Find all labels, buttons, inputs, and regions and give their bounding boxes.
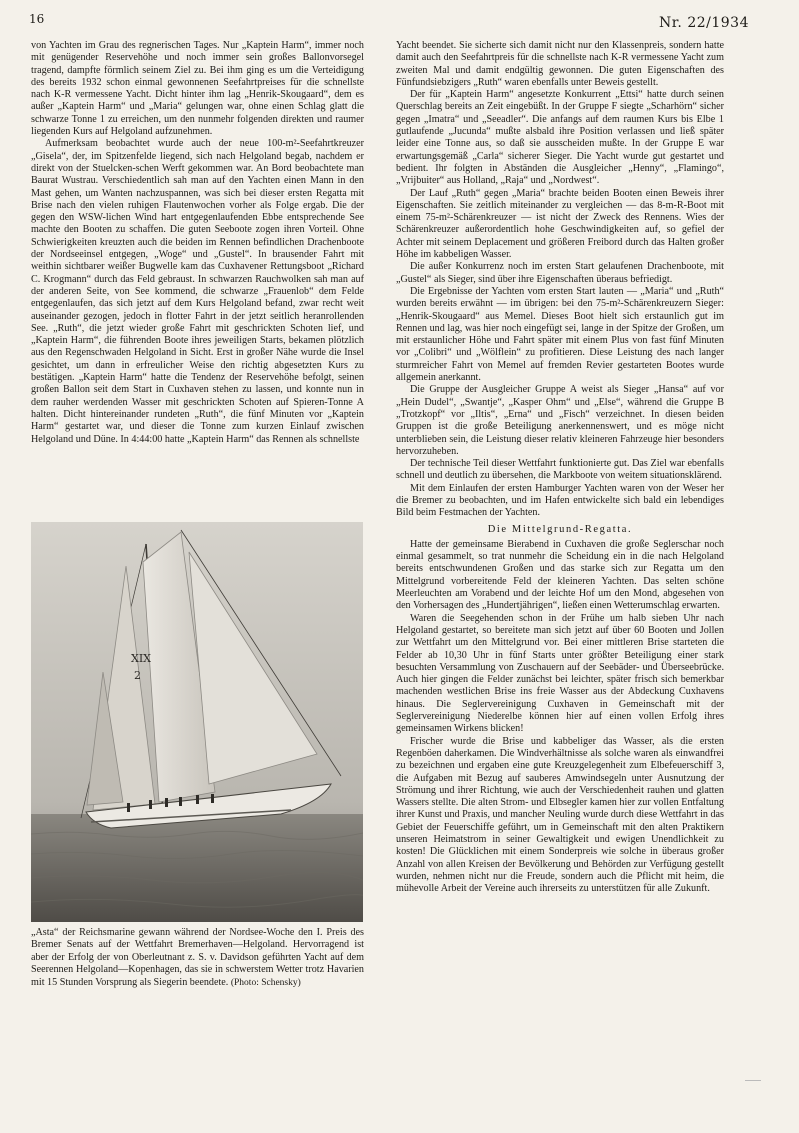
article-paragraph: Yacht beendet. Sie sicherte sich damit nicht nur den Klassenpreis, sondern hatte damit auch den Seefahrtpreis für die schnellste nach K-R vermessene Yacht zum zweiten Mal und damit endgültig gewonnen. Die guten Eigenschaften des Fünfundsiebzigers „Ruth“ waren ebenfalls unter Beweis gestellt. [396,40,724,88]
sail-number: XIX [131,652,152,665]
article-paragraph: Hatte der gemeinsame Bierabend in Cuxhaven die große Seglerschar noch einmal gesammelt, so trat nunmehr die Scheidung ein in die nach Helgoland bereits entschwundenen Großen und das starke sich zur Regatta um den Mittelgrund vorbereitende Feld der kleineren Yachten. Das selten schöne Meerleuchten am Vorabend und der leichte Hof um den Mond, abgesehen von den Vorhersagen des „Hundertjährigen“, ließen einen Wetterumschlag erwarten. [396,538,724,612]
sail-number-2: 2 [134,669,141,682]
right-column [396,40,724,895]
article-paragraph: Mit dem Einlaufen der ersten Hamburger Yachten waren von der Weser her die Bremer zu beobachten, und im Hafen entwickelte sich bald ein lebendiges Bild beim Festmachen der Yachten. [396,482,724,519]
article-paragraph: Waren die Seegehenden schon in der Frühe um halb sieben Uhr nach Helgoland gestartet, so bereitete man sich jetzt auf über 60 Booten und Jollen zur Wettfahrt um den Mittelgrund vor. Bei einer mittleren Brise starteten die Felder ab 10,30 Uhr in fünf Starts unter größter Beteiligung einer stark besuchten Versammlung von Zuschauern auf der Seebäder- und Überseebrücke. Auch hier gingen die Felder zunächst bei leichter, später frisch sich bemerkbar machenden westlichen Brise ins freie Wasser aus der Abdeckung Cuxhavens hinaus. Die Seglervereinigung Cuxhaven in Gemeinschaft mit der Seglervereinigung Niederelbe können hier auf einen vollen Erfolg ihres gemeinsamen Wirkens blicken! [396,612,724,735]
page-number: 16 [29,12,45,26]
caption-text: „Asta“ der Reichsmarine gewann während der Nordsee-Woche den I. Preis des Bremer Senats auf der Wettfahrt Bremerhaven—Helgoland. Hervorragend ist aber der Erfolg der von Oberleutnant z. S. v. Davidson geführten Yacht auf dem Seerennen Helgoland—Kopenhagen, das sie in schwerstem Wetter trotz Havarien mit 15 Stunden Vorsprung als Siegerin beendete. [31,927,364,988]
article-paragraph: Die Gruppe der Ausgleicher Gruppe A weist als Sieger „Hansa“ auf vor „Hein Dudel“, „Swantje“, „Kasper Ohm“ und „Else“, während die Gruppe B „Trotzkopf“ vor „Iltis“, „Erna“ und „Fisch“ verzeichnet. In diesen beiden Gruppen ist die große Beteiligung anerkennenswert, und es möge nicht unterblieben sein, die Leistung dieser relativ kleineren Fahrzeuge hier besonders hervorzuheben. [396,384,724,457]
article-paragraph: Aufmerksam beobachtet wurde auch der neue 100-m²-Seefahrtkreuzer „Gisela“, der, im Spitzenfelde liegend, sich nach Helgoland begab, nachdem er direkt von der Stuelcken-schen Werft gekommen war. An Bord beobachtete man Baurat Wustrau. Verschiedentlich sah man auf den Yachten einen Mann in den Mast gehen, um Wanten nachzuspannen, was sich bei dieser ersten Regatta mit Brise nach den vielen ruhigen Flautenwochen vorher als Folge ergab. Die der gegen den WSW-lichen Wind hart entgegenlaufenden Ebbe entsprechende See machte den Booten zu schaffen. Die guten Seeboote zogen ihren Vorteil. Ohne Schwierigkeiten kreuzten auch die beiden im Rennen befindlichen Drachenboote der Nordseeinsel entgegen, „Woge“ und „Gustel“. In brausender Fahrt mit weithin sichtbarer weißer Bugwelle kam das Cuxhavener Rettungsboot „Richard C. Krogmann“ durch das Feld gebraust. In schwarzen Rauchwolken sah man auf der anderen Seite, von See kommend, die schwarze „Frauenlob“ dem Felde entgegenlaufen, das sich jetzt auf dem Kurs Helgoland befand, zwar recht weit auseinander gezogen, jedoch in flotter Fahrt in der jetzt seitlich heranrollenden See. „Ruth“, die jetzt wieder große Fahrt mit geschrickten Schoten lief, und „Kaptein Harm“, die führenden Boote ihres jeweiligen Starts, bekamen plötzlich aus den Regenschwaden Helgoland in Sicht. Erst in großer Nähe wurde die Insel gesichtet, um dann in erfreulicher Weise den richtig abgesetzten Kurs zu bestätigen. „Kaptein Harm“ hatte die Tendenz der Reservehöhe befolgt, seinen großen Ballon seit dem Start in Cuxhaven stehen zu lassen, und konnte nun in dem rauher werdenden Wasser mit geschrickten Schoten auf Spieren-Tonne A halten. Dicht hintereinander rundeten „Ruth“, die fünf Minuten vor „Kaptein Harm“ gestartet war, und dieser die Tonne zum kurzen Einlauf zwischen Helgoland und Düne. In 4:44:00 hatte „Kaptein Harm“ das Rennen als schnellste [31,138,364,445]
sailing-yacht-photo [31,522,363,922]
article-paragraph: Der technische Teil dieser Wettfahrt funktionierte gut. Das Ziel war ebenfalls schnell und deutlich zu übersehen, die Markboote von weitem situationsklärend. [396,458,724,482]
article-paragraph: Der für „Kaptein Harm“ angesetzte Konkurrent „Ettsi“ hatte durch seinen Querschlag bereits an Zeit eingebüßt. In der Gruppe F siegte „Scharhörn“ sicher gegen „Imatra“ und „Seeadler“. Die anfangs auf dem raumen Kurs bis Elbe 1 gutlaufende „Jucunda“ mußte alsbald ihre Position verlassen und ließ später leider eine Tonne aus, so daß sie ausscheiden mußte. In der Gruppe E war erwartungsgemäß „Carla“ sicherer Sieger. Die Yacht wurde gut gestartet und bedient. Ihr folgten in Abständen die Ausgleicher „Henny“, „Flamingo“, „Vrijbuiter“ aus Holland, „Raja“ und „Nordwest“. [396,89,724,187]
page-edge-mark [745,1080,761,1081]
photo-caption [31,927,364,989]
article-paragraph: Die außer Konkurrenz noch im ersten Start gelaufenen Drachenboote, mit „Gustel“ als Sieger, sind über ihre Eigenschaften überaus befriedigt. [396,261,724,285]
section-heading: Die Mittelgrund-Regatta. [487,523,633,535]
article-paragraph: Frischer wurde die Brise und kabbeliger das Wasser, als die ersten Regenböen daherkamen. Die Windverhältnisse als solche waren als einwandfrei zu bezeichnen und ergaben eine gute Kreuzgelegenheit zum Elbefeuerschiff 3, die Aufgaben mit Bezug auf sauberes Amwindsegeln unter Ausnutzung der Strömung und ihrer Richtung, wie auch der Verschiedenheit rauhen und glatten Wassers stellte. Die alten Strom- und Elbsegler kamen hier zur vollen Entfaltung ihrer Kunst und Praxis, und mancher Neuling wurde durch diese Wettfahrt in das Gebiet der Feuerschiffe geführt, um in Gemeinschaft mit den alten Praktikern unseren Heimatstrom in seiner Gewaltigkeit und ewigen Unendlichkeit zu kosten! Die Glücklichen mit einem Sonderpreis wie solche in überaus großer Anzahl von allen Kreisen der Bevölkerung und Behörden zur Verfügung gestellt wurden, nehmen nicht nur die Freude, sondern auch die Pflicht mit heim, die mühevolle Arbeit der Vereine auch ihrerseits zu unterstützen für alle Zukunft. [396,735,724,895]
yacht-photo-illustration [31,522,363,922]
left-column [31,40,364,446]
article-paragraph: Die Ergebnisse der Yachten vom ersten Start lauten — „Maria“ und „Ruth“ wurden bereits erwähnt — im übrigen: bei den 75-m²-Schärenkreuzern Sieger: „Henrik-Skougaard“ aus Memel. Dieses Boot hielt sich erstaunlich gut im Rennen und lag, was hier noch eingefügt sei, lange in der Spitze der Großen, um mit erstaunlicher Höhe und Fahrt später mit einem Plus von fast fünf Minuten vor „Colibri“ und „Wölflein“ zu profitieren. Diese Leistung des nach langer sturmreicher Fahrt von Memel auf fremden Revier gestarteten Bootes wurde allgemein anerkannt. [396,285,724,384]
photo-credit: (Photo: Schensky) [230,977,301,988]
article-paragraph: von Yachten im Grau des regnerischen Tages. Nur „Kaptein Harm“, immer noch mit genügender Reservehöhe und noch immer sein großes Ballonvorsegel tragend, dampfte förmlich seinem Ziel zu. Bei ihm ging es um die Verteidigung des bereits 1932 schon einmal gewonnenen Seefahrtpreises für die schnellste nach K-R vermessene Yacht. Dicht hinter ihm lag „Henrik-Skougaard“, dem es außer „Kaptein Harm“ und „Maria“ gelungen war, ohne einen Schlag glatt die schwarze Tonne 1 zu erreichen, um den nunmehr folgenden direkten und raumer liegenden Kurs auf Helgoland aufzunehmen. [31,40,364,138]
issue-label: Nr. 22/1934 [659,15,749,31]
article-paragraph: Der Lauf „Ruth“ gegen „Maria“ brachte beiden Booten einen Beweis ihrer Eigenschaften. Sie zeitlich miteinander zu vergleichen — das 8-m-R-Boot mit einem 75-m²-Schärenkreuzer — ist nicht der Zweck des Rennens. Wies der Schärenkreuzer außerordentlich hohe Geschwindigkeiten auf, so gefiel der Achter mit seinem Deplacement und größeren Freibord durch das Halten großer Höhe im kabbeligen Wasser. [396,187,724,261]
